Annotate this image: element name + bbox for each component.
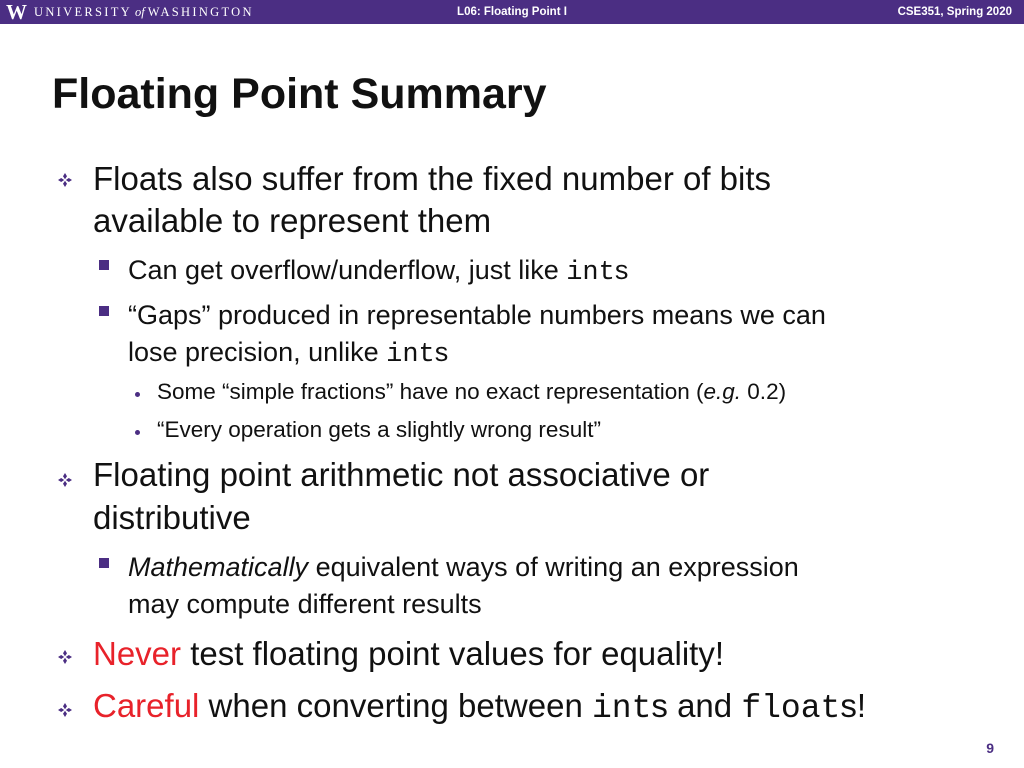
- course-label: CSE351, Spring 2020: [897, 6, 1012, 18]
- dot-bullet-icon: [135, 430, 140, 435]
- bullet-never: [93, 633, 724, 675]
- gaps-code: int: [386, 340, 435, 370]
- fractions-text: Some “simple fractions” have no exact representation (: [157, 379, 704, 404]
- diamond-bullet-icon: [58, 703, 72, 717]
- subsub-bullet-fractions: [157, 377, 786, 407]
- overflow-suffix: s: [614, 255, 629, 285]
- subsub-bullet-every-operation: “Every operation gets a slightly wrong result”: [157, 417, 601, 442]
- bullet-careful: [93, 685, 866, 730]
- bullet-arithmetic-line2: distributive: [93, 499, 251, 536]
- mathematically-em: Mathematically: [128, 552, 309, 582]
- careful-code-int: int: [591, 690, 652, 727]
- bullet-floats-line1: Floats also suffer from the fixed number of bits: [93, 160, 772, 197]
- fractions-eg: e.g.: [703, 379, 742, 404]
- lecture-title: L06: Floating Point I: [457, 6, 567, 18]
- careful-code-float: float: [741, 690, 841, 727]
- dot-bullet-icon: [135, 392, 140, 397]
- diamond-bullet-icon: [58, 650, 72, 664]
- diamond-bullet-icon: [58, 473, 72, 487]
- square-bullet-icon: [99, 260, 109, 270]
- uw-logo: W: [6, 0, 27, 24]
- careful-s-and: s and: [651, 687, 742, 724]
- mathematically-rest: equivalent ways of writing an expression: [308, 552, 799, 582]
- wordmark-of: of: [135, 5, 145, 19]
- careful-emphasis: Careful: [93, 687, 200, 724]
- never-rest: test floating point values for equality!: [181, 635, 725, 672]
- sub-bullet-overflow: [128, 252, 628, 291]
- careful-mid: when converting between: [199, 687, 592, 724]
- bullet-arithmetic-line1: Floating point arithmetic not associative or: [93, 456, 710, 493]
- square-bullet-icon: [99, 306, 109, 316]
- sub-bullet-mathematically-line2: may compute different results: [128, 589, 482, 619]
- never-emphasis: Never: [93, 635, 182, 672]
- bullet-floats-line2: available to represent them: [93, 202, 492, 239]
- overflow-code: int: [566, 258, 615, 288]
- overflow-text: Can get overflow/underflow, just like: [128, 255, 567, 285]
- page-number: 9: [986, 740, 994, 756]
- sub-bullet-gaps-line1: “Gaps” produced in representable numbers means we can: [128, 300, 826, 330]
- gaps-suffix: s: [434, 337, 449, 367]
- careful-end: s!: [840, 687, 867, 724]
- sub-bullet-mathematically-line1: [128, 549, 799, 585]
- sub-bullet-gaps-line2: [128, 334, 448, 373]
- gaps-text: lose precision, unlike: [128, 337, 387, 367]
- diamond-bullet-icon: [58, 173, 72, 187]
- fractions-value: 0.2): [741, 379, 787, 404]
- square-bullet-icon: [99, 558, 109, 568]
- slide-title: Floating Point Summary: [52, 70, 547, 118]
- wordmark-washington: WASHINGTON: [147, 5, 254, 19]
- wordmark-university: UNIVERSITY: [34, 5, 132, 19]
